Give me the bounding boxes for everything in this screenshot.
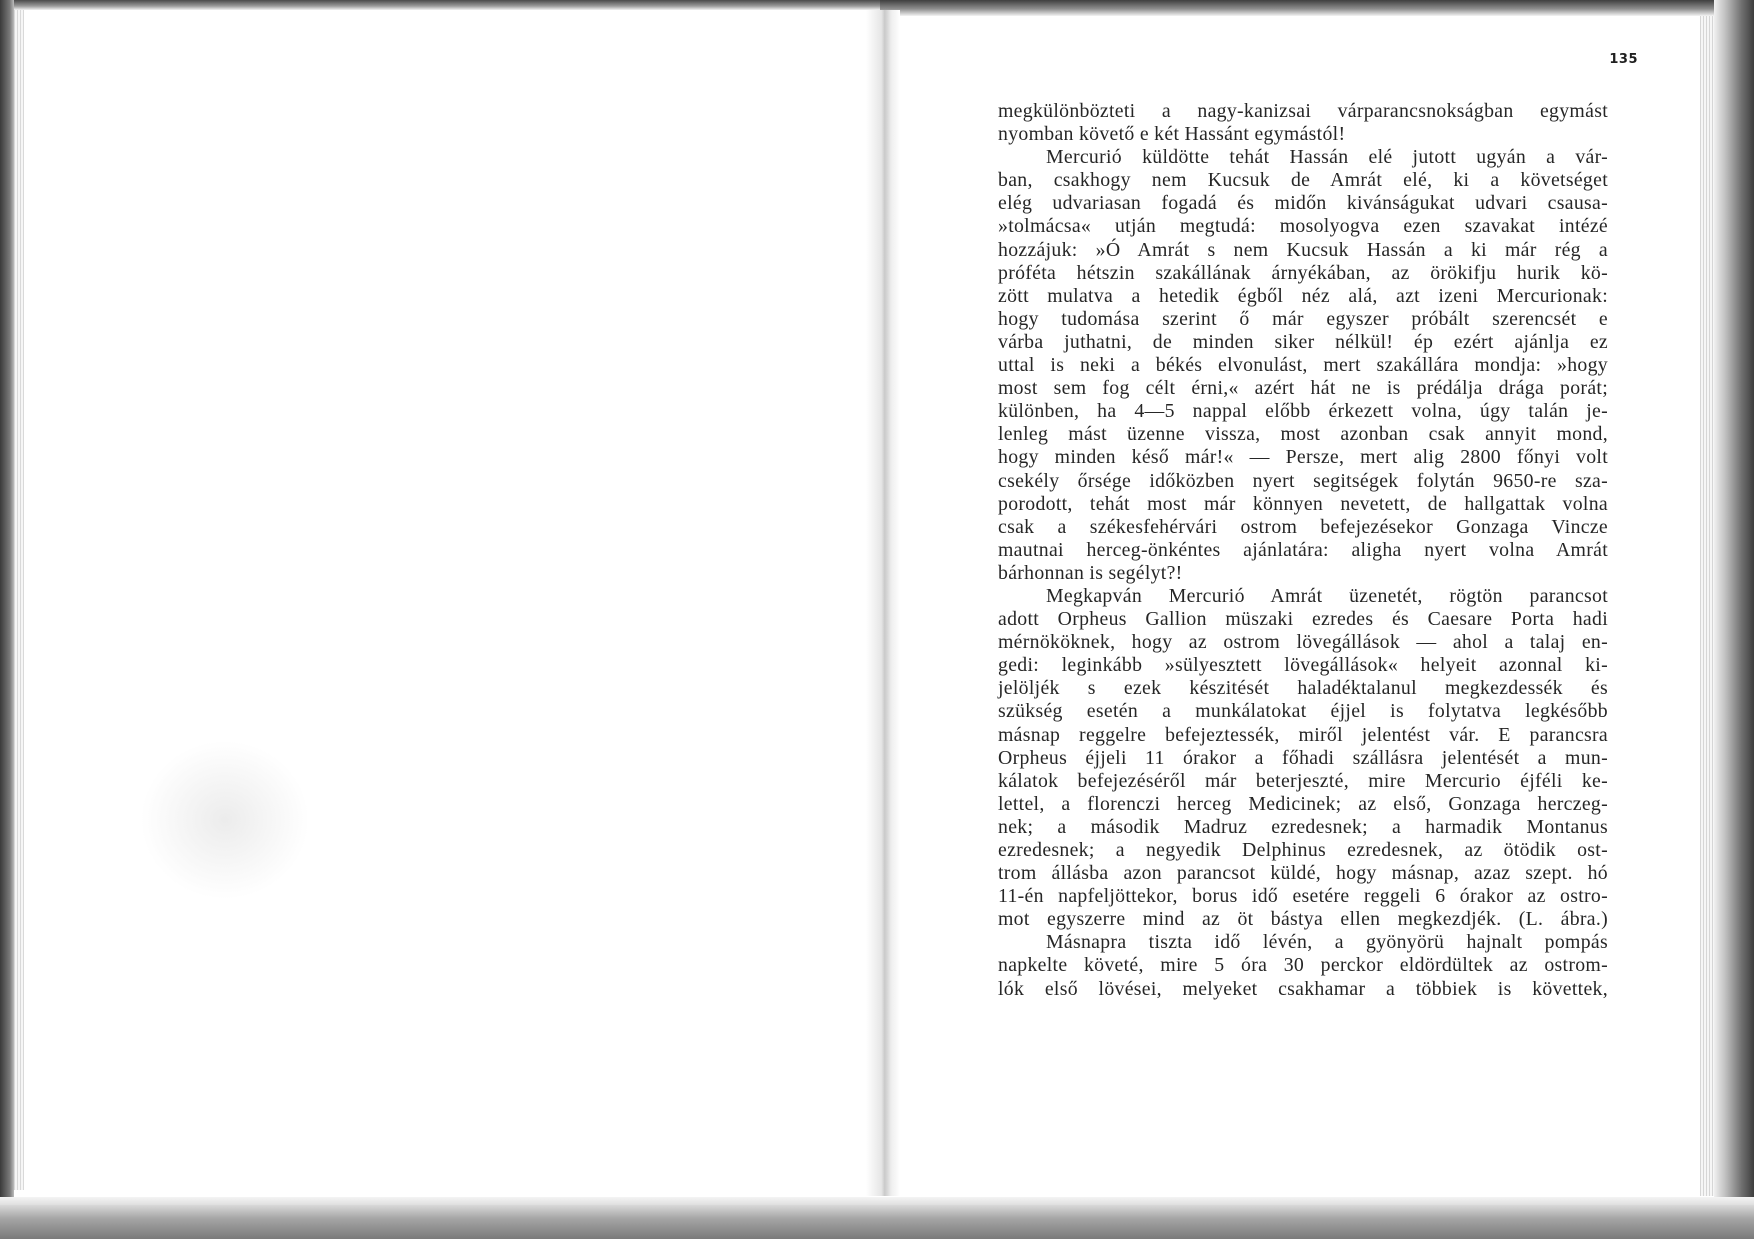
left-page-stack — [14, 10, 24, 1190]
text-line: zött mulatva a hetedik égből néz alá, azt izeni Mercurionak: — [998, 284, 1608, 307]
text-line: próféta hétszin szakállának árnyékában, az örökifju hurik kö- — [998, 261, 1608, 284]
right-page-text — [998, 100, 1608, 1001]
scan-edge-left — [0, 0, 14, 1239]
text-line: porodott, tehát most már könnyen nevetett, de hallgattak volna — [998, 492, 1608, 515]
scan-edge-bottom — [0, 1205, 1754, 1239]
text-line: lenleg mást üzenne vissza, most azonban csak annyit mond, — [998, 423, 1608, 446]
scan-edge-top-left — [0, 0, 890, 10]
text-line: csak a székesfehérvári ostrom befejezésekor Gonzaga Vincze — [998, 515, 1608, 538]
text-line: 11-én napfeljöttekor, borus idő esetére reggeli 6 órakor az ostro- — [998, 885, 1608, 908]
text-line: Megkapván Mercurió Amrát üzenetét, rögtön parancsot — [1046, 584, 1608, 607]
text-line: uttal is neki a békés elvonulást, mert szakállára mondja: »hogy — [998, 354, 1608, 377]
text-line: ban, csakhogy nem Kucsuk de Amrát elé, ki a követséget — [998, 169, 1608, 192]
text-line: »tolmácsa« utján megtudá: mosolyogva ezen szavakat intézé — [998, 215, 1608, 238]
page-number: 135 — [1609, 52, 1638, 67]
text-line: elég udvariasan fogadá és midőn kivánságukat udvari csausa- — [998, 192, 1608, 215]
text-line: kálatok befejezéséről már beterjeszté, mire Mercurio éjféli ke- — [998, 769, 1608, 792]
text-line: megkülönbözteti a nagy-kanizsai várparancsnokságban egymást — [998, 100, 1608, 122]
book-gutter — [866, 10, 900, 1196]
text-line: lettel, a florenczi herceg Medicinek; az első, Gonzaga herczeg- — [998, 792, 1608, 815]
text-line: bárhonnan is segélyt?! — [998, 561, 1183, 584]
text-line: hogy minden késő már!« — Persze, mert alig 2800 főnyi volt — [998, 446, 1608, 469]
text-line: másnap reggelre befejeztessék, miről jelentést vár. E parancsra — [998, 723, 1608, 746]
text-line: ezredesnek; a negyedik Delphinus ezredesnek, az ötödik ost- — [998, 839, 1608, 861]
text-line: Orpheus éjjeli 11 órakor a főhadi szállásra jelentését a mun- — [998, 746, 1608, 769]
text-line: várba juthatni, de minden siker nélkül! ép ezért ajánlja ez — [998, 330, 1608, 353]
text-line: most sem fog célt érni,« azért hát ne is prédálja drága porát; — [998, 377, 1608, 400]
text-line: különben, ha 4—5 nappal előbb érkezett volna, úgy talán je- — [998, 400, 1608, 423]
text-line: lók első lövései, melyeket csakhamar a többiek is követtek, — [998, 977, 1608, 1000]
text-line: nek; a második Madruz ezredesnek; a harmadik Montanus — [998, 815, 1608, 838]
show-through-smudge — [140, 740, 310, 900]
text-line: mérnököknek, hogy az ostrom lövegállások — ahol a talaj en- — [998, 631, 1608, 654]
text-line: szükség esetén a munkálatokat éjjel is folytatva legkésőbb — [998, 700, 1608, 723]
right-page-stack — [1700, 16, 1714, 1196]
text-line: Mercurió küldötte tehát Hassán elé jutott ugyán a vár- — [1046, 146, 1608, 169]
text-line: adott Orpheus Gallion müszaki ezredes és Caesare Porta hadi — [998, 608, 1608, 631]
text-line: Másnapra tiszta idő lévén, a gyönyörü hajnalt pompás — [1046, 931, 1608, 954]
text-line: hozzájuk: »Ó Amrát s nem Kucsuk Hassán a ki már rég a — [998, 238, 1608, 261]
text-line: csekély őrsége időközben nyert segitségek folytán 9650-re sza- — [998, 469, 1608, 492]
text-line: napkelte követé, mire 5 óra 30 perckor eldördültek az ostrom- — [998, 954, 1608, 977]
text-line: hogy tudomása szerint ő már egyszer próbált szerencsét e — [998, 307, 1608, 330]
text-line: gedi: leginkább »sülyesztett lövegállások« helyeit azonnal ki- — [998, 654, 1608, 677]
text-line: mautnai herceg-önkéntes ajánlatára: aligha nyert volna Amrát — [998, 538, 1608, 561]
text-line: trom állásba azon parancsot küldé, hogy másnap, azaz szept. hó — [998, 862, 1608, 885]
scan-edge-right — [1714, 0, 1754, 1239]
scan-edge-top-right — [880, 0, 1754, 16]
text-line: jelöljék s ezek készitését haladéktalanul megkezdessék és — [998, 677, 1608, 700]
text-line: mot egyszerre mind az öt bástya ellen megkezdjék. (L. ábra.) — [998, 908, 1608, 931]
text-line: nyomban követő e két Hassánt egymástól! — [998, 123, 1346, 146]
